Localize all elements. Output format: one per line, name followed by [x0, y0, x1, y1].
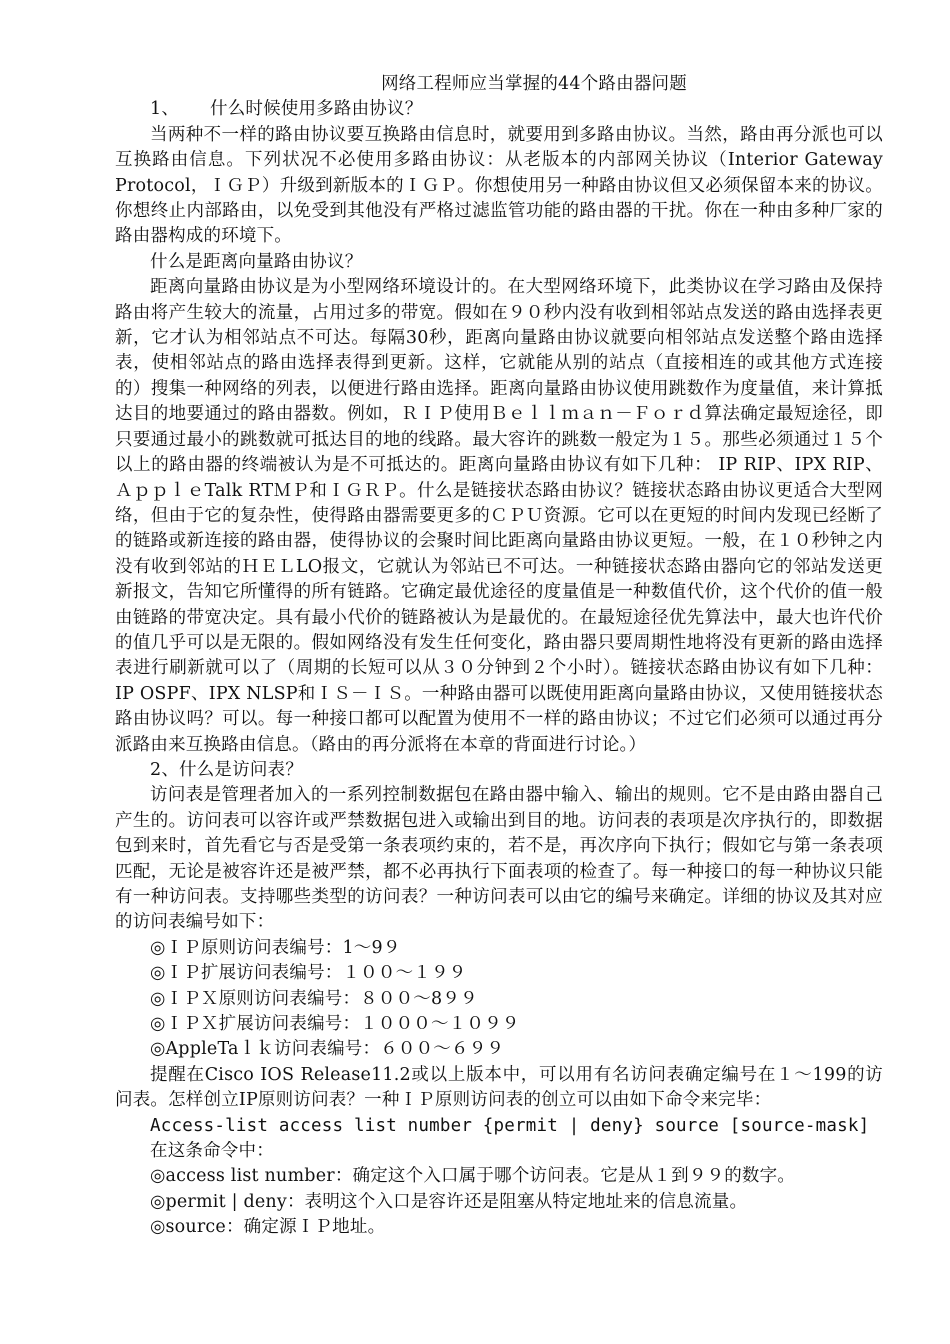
paragraph-named-acl: 提醒在Cisco IOS Release11.2或以上版本中，可以用有名访问表确定编号在１～199的访问表。怎样创立IP原则访问表？一种ＩＰ原则访问表的创立可以由如下命令来完毕： — [115, 1064, 883, 1111]
paragraph-multi-protocol: 当两种不一样的路由协议要互换路由信息时，就要用到多路由协议。当然，路由再分派也可以互换路由信息。下列状况不必使用多路由协议：从老版本的内部网关协议（Interior Gateway Protocol，ＩＧＰ）升级到新版本的ＩＧＰ。你想使用另一种路由协议但又必须保留本来的协议。你想终止内部路由，以免受到其他没有严格过滤监管功能的路由器的干扰。你在一种由多种厂家的路由器构成的环境下。 — [115, 124, 883, 247]
command-param-permit-deny: ◎permit | deny：表明这个入口是容许还是阻塞从特定地址来的信息流量。 — [150, 1191, 748, 1212]
acl-item-ipx-standard: ◎ＩＰＸ原则访问表编号：８００～8９９ — [150, 988, 478, 1009]
question-2-heading: 2、什么是访问表？ — [150, 759, 303, 780]
question-1-number: 1、 — [150, 99, 180, 120]
question-1-text: 什么时候使用多路由协议？ — [210, 99, 423, 120]
command-param-source: ◎source：确定源ＩＰ地址。 — [150, 1217, 386, 1238]
acl-item-ip-extended: ◎ＩＰ扩展访问表编号：１００～１９９ — [150, 963, 467, 984]
paragraph-distance-vector: 距离向量路由协议是为小型网络环境设计的。在大型网络环境下，此类协议在学习路由及保持路由将产生较大的流量，占用过多的带宽。假如在９０秒内没有收到相邻站点发送的路由选择表更新，它才认为相邻站点不可达。每隔30秒，距离向量路由协议就要向相邻站点发送整个路由选择表，使相邻站点的路由选择表得到更新。这样，它就能从别的站点（直接相连的或其他方式连接的）搜集一种网络的列表，以便进行路由选择。距离向量路由协议使用跳数作为度量值，来计算抵达目的地要通过的路由器数。例如，ＲＩＰ使用Ｂｅｌｌｍａｎ－Ｆｏｒｄ算法确定最短途径，即只要通过最小的跳数就可抵达目的地的线路。最大容许的跳数一般定为１５。那些必须通过１５个以上的路由器的终端被认为是不可抵达的。距离向量路由协议有如下几种： IP RIP、IPX RIP、ＡｐｐｌｅTalk RTＭＰ和ＩＧＲＰ。什么是链接状态路由协议？链接状态路由协议更适合大型网络，但由于它的复杂性，使得路由器需要更多的ＣＰＵ资源。它可以在更短的时间内发现已经断了的链路或新连接的路由器，使得协议的会聚时间比距离向量路由协议更短。一般，在１０秒钟之内没有收到邻站的ＨＥＬLO报文，它就认为邻站已不可达。一种链接状态路由器向它的邻站发送更新报文，告知它所懂得的所有链路。它确定最优途径的度量值是一种数值代价，这个代价的值一般由链路的带宽决定。具有最小代价的链路被认为是最优的。在最短途径优先算法中，最大也许代价的值几乎可以是无限的。假如网络没有发生任何变化，路由器只要周期性地将没有更新的路由选择表进行刷新就可以了（周期的长短可以从３０分钟到２个小时）。链接状态路由协议有如下几种： IP OSPF、IPX NLSP和ＩＳ－ＩＳ。一种路由器可以既使用距离向量路由协议，又使用链接状态路由协议吗？可以。每一种接口都可以配置为使用不一样的路由协议；不过它们必须可以通过再分派路由来互换路由信息。（路由的再分派将在本章的背面进行讨论。） — [115, 277, 883, 755]
command-line: Access-list access list number {permit | deny} source [source-mask] — [150, 1115, 870, 1136]
document-body — [115, 72, 883, 1241]
acl-item-appletalk: ◎AppleTaｌｋ访问表编号：６００～６９９ — [150, 1039, 505, 1060]
paragraph-access-list: 访问表是管理者加入的一系列控制数据包在路由器中输入、输出的规则。它不是由路由器自己产生的。访问表可以容许或严禁数据包进入或输出到目的地。访问表的表项是次序执行的，即数据包到来时，首先看它与否是受第一条表项约束的，若不是，再次序向下执行；假如它与第一条表项匹配，无论是被容许还是被严禁，都不必再执行下面表项的检查了。每一种接口的每一种协议只能有一种访问表。支持哪些类型的访问表？一种访问表可以由它的编号来确定。详细的协议及其对应的访问表编号如下： — [115, 785, 883, 933]
command-intro: 在这条命令中： — [150, 1141, 274, 1162]
command-param-list-number: ◎access list number：确定这个入口属于哪个访问表。它是从１到９９的数字。 — [150, 1166, 796, 1187]
question-1-heading — [115, 97, 883, 122]
acl-item-ip-standard: ◎ＩＰ原则访问表编号：1～9９ — [150, 937, 401, 958]
acl-item-ipx-extended: ◎ＩＰＸ扩展访问表编号：１０００～１０９９ — [150, 1014, 520, 1035]
question-distance-vector: 什么是距离向量路由协议？ — [150, 251, 363, 272]
document-title: 网络工程师应当掌握的44个路由器问题 — [381, 74, 687, 94]
